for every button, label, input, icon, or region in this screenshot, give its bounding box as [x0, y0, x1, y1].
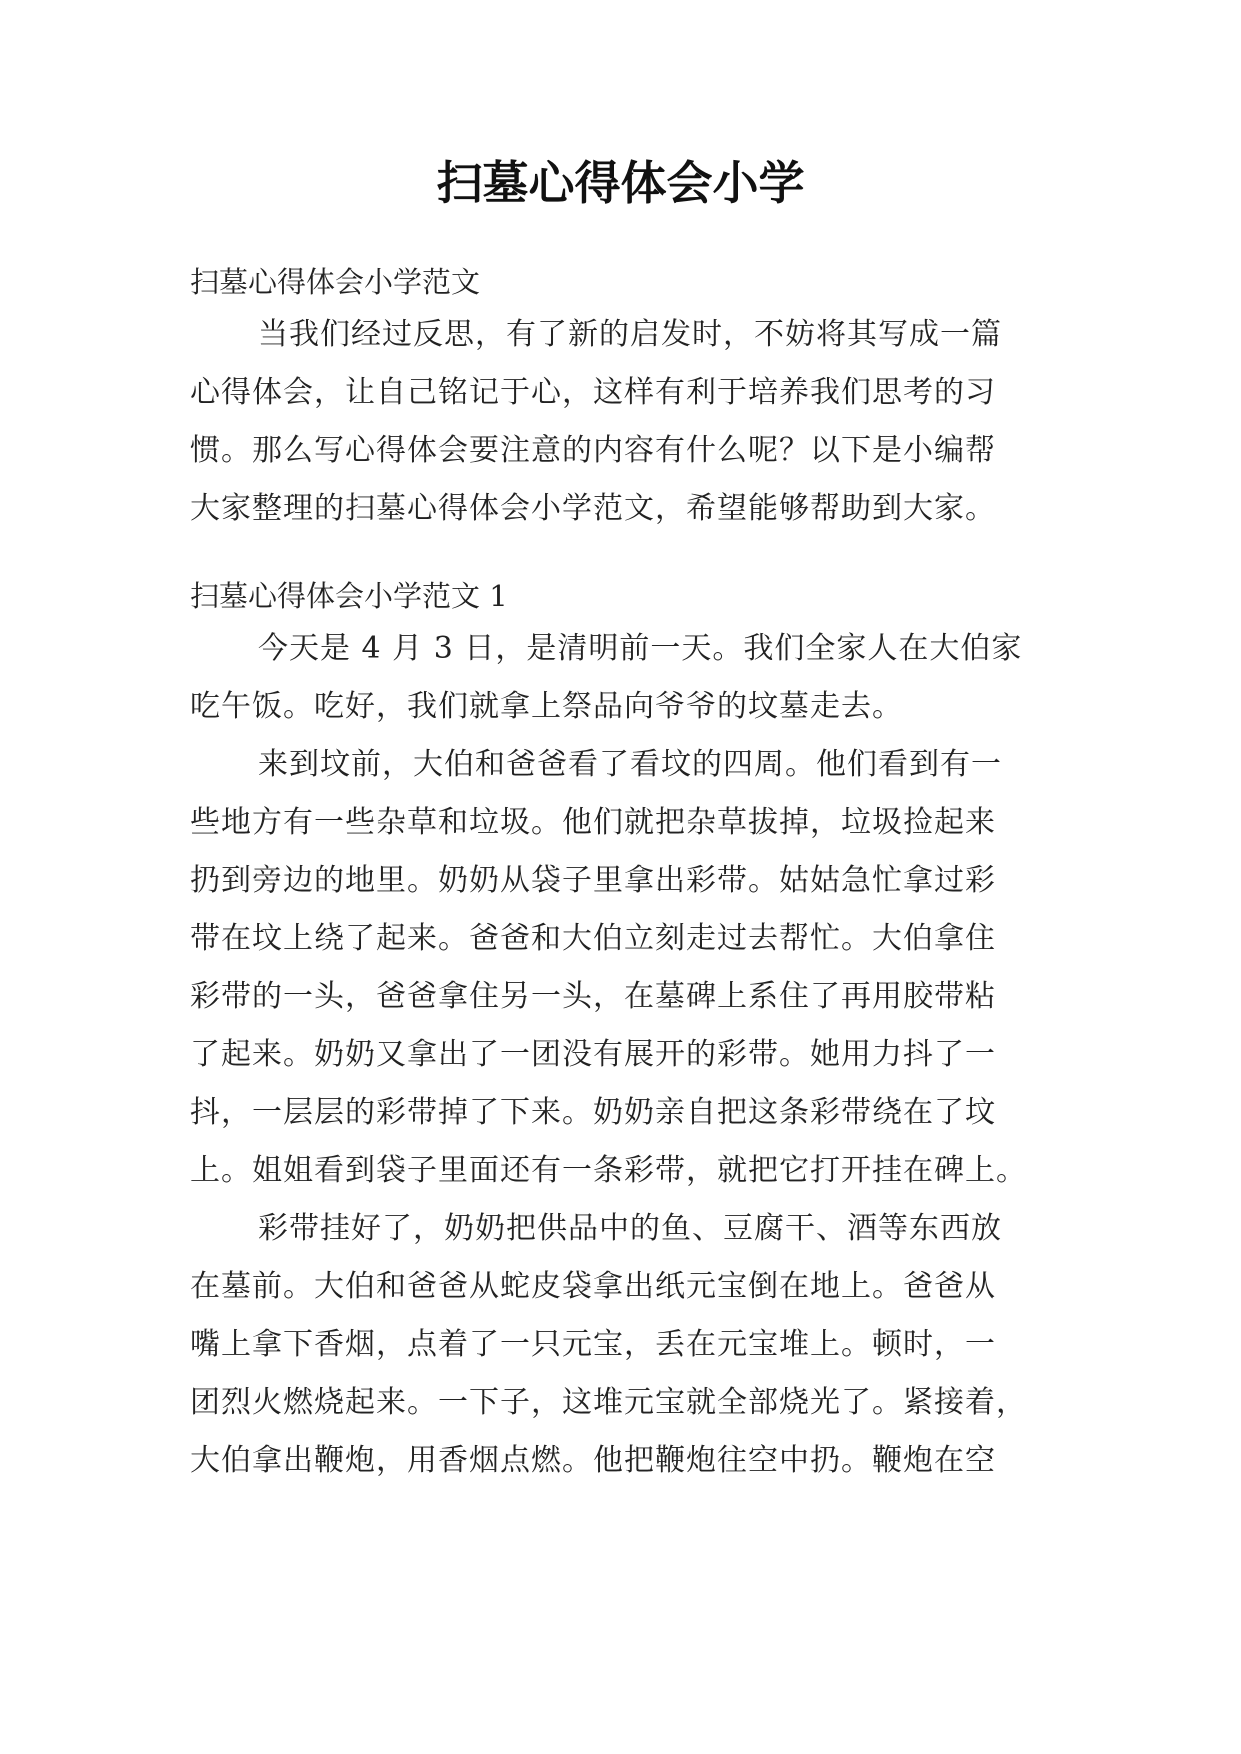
paragraph-3: [190, 1200, 1070, 1490]
document-title: 扫墓心得体会小学: [436, 156, 805, 210]
paragraph-line: 上。姐姐看到袋子里面还有一条彩带，就把它打开挂在碑上。: [190, 1153, 1027, 1188]
intro-paragraph: [190, 306, 1070, 538]
paragraph-line: 当我们经过反思，有了新的启发时，不妨将其写成一篇: [258, 317, 1002, 352]
section-1-heading: 扫墓心得体会小学范文 1: [190, 579, 508, 613]
paragraph-line: 嘴上拿下香烟，点着了一只元宝，丢在元宝堆上。顿时，一: [190, 1327, 996, 1362]
paragraph-line: 抖，一层层的彩带掉了下来。奶奶亲自把这条彩带绕在了坟: [190, 1095, 996, 1130]
paragraph-line: 惯。那么写心得体会要注意的内容有什么呢？以下是小编帮: [190, 433, 996, 468]
paragraph-1: [190, 620, 1070, 736]
paragraph-line: 彩带挂好了，奶奶把供品中的鱼、豆腐干、酒等东西放: [258, 1211, 1002, 1246]
paragraph-line: 了起来。奶奶又拿出了一团没有展开的彩带。她用力抖了一: [190, 1037, 996, 1072]
paragraph-line: 今天是 4 月 3 日，是清明前一天。我们全家人在大伯家: [258, 631, 1023, 666]
paragraph-line: 大伯拿出鞭炮，用香烟点燃。他把鞭炮往空中扔。鞭炮在空: [190, 1443, 996, 1478]
paragraph-line: 大家整理的扫墓心得体会小学范文，希望能够帮助到大家。: [190, 491, 996, 526]
paragraph-line: 扔到旁边的地里。奶奶从袋子里拿出彩带。姑姑急忙拿过彩: [190, 863, 996, 898]
intro-heading: 扫墓心得体会小学范文: [190, 265, 481, 299]
paragraph-line: 心得体会，让自己铭记于心，这样有利于培养我们思考的习: [190, 375, 996, 410]
paragraph-line: 在墓前。大伯和爸爸从蛇皮袋拿出纸元宝倒在地上。爸爸从: [190, 1269, 996, 1304]
paragraph-line: 吃午饭。吃好，我们就拿上祭品向爷爷的坟墓走去。: [190, 689, 903, 724]
paragraph-line: 团烈火燃烧起来。一下子，这堆元宝就全部烧光了。紧接着，: [190, 1385, 1027, 1420]
paragraph-2: [190, 736, 1070, 1200]
paragraph-line: 带在坟上绕了起来。爸爸和大伯立刻走过去帮忙。大伯拿住: [190, 921, 996, 956]
paragraph-line: 来到坟前，大伯和爸爸看了看坟的四周。他们看到有一: [258, 747, 1002, 782]
paragraph-line: 彩带的一头，爸爸拿住另一头，在墓碑上系住了再用胶带粘: [190, 979, 996, 1014]
paragraph-line: 些地方有一些杂草和垃圾。他们就把杂草拔掉，垃圾捡起来: [190, 805, 996, 840]
